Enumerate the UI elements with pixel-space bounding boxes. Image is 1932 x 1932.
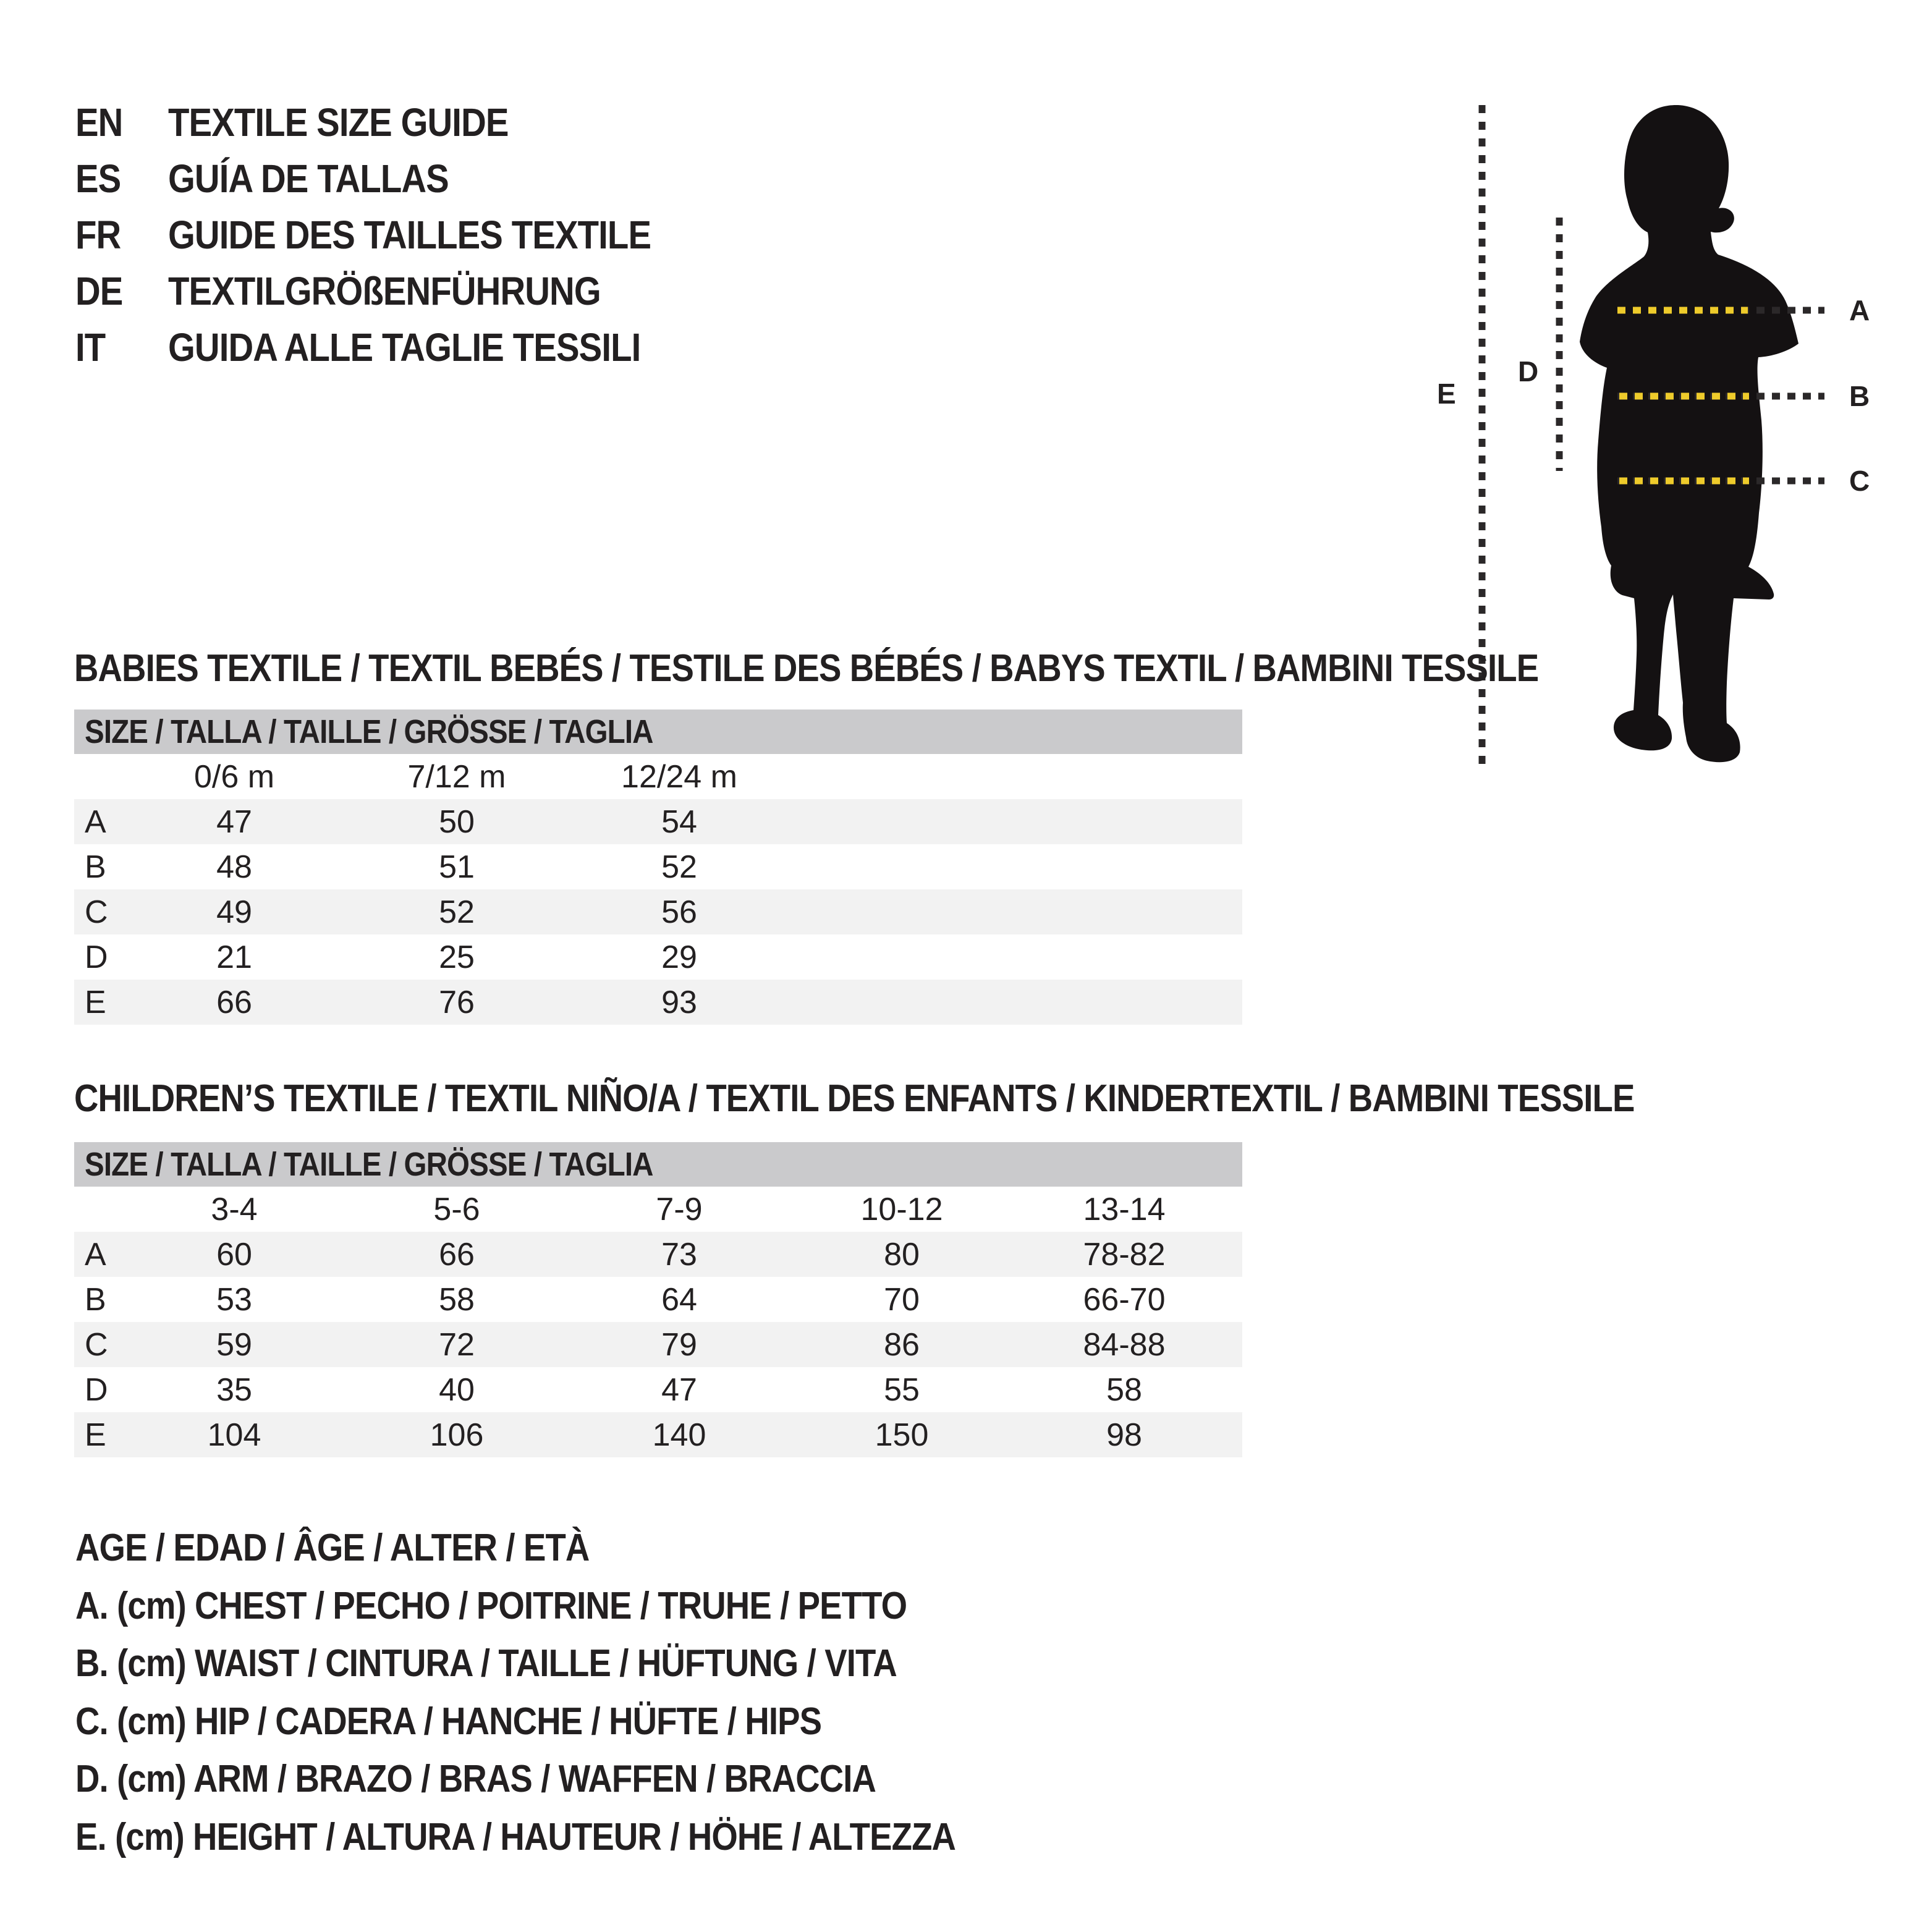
table-row [74,1232,1242,1277]
children-size-table [74,1142,1242,1457]
table-cell: 29 [661,939,697,975]
column-header: 5-6 [433,1191,480,1227]
row-label: A [85,1236,106,1273]
column-header: 7/12 m [407,758,506,795]
language-title: GUIDA ALLE TAGLIE TESSILI [168,324,641,370]
table-cell: 59 [216,1326,252,1363]
language-title: GUIDE DES TAILLES TEXTILE [168,212,651,257]
table-cell: 64 [661,1281,697,1318]
table-cell: 70 [884,1281,920,1318]
table-cell: 51 [439,849,475,885]
table-cell: 98 [1106,1417,1142,1453]
size-header-label: SIZE / TALLA / TAILLE / GRÖSSE / TAGLIA [85,713,653,750]
table-header-bar [74,710,1242,754]
table-cell: 53 [216,1281,252,1318]
table-row [74,1322,1242,1367]
table-cell: 86 [884,1326,920,1363]
figure-label-e: E [1437,378,1456,410]
figure-label-a: A [1849,294,1870,326]
measurement-figure [1409,87,1932,797]
column-header: 0/6 m [193,758,275,795]
language-code: IT [75,324,106,370]
figure-label-b: B [1849,380,1870,412]
table-cell: 60 [216,1236,252,1273]
table-cell: 55 [884,1371,920,1408]
table-cell: 40 [439,1371,475,1408]
table-cell: 50 [439,803,475,840]
row-label: C [85,1326,108,1363]
language-code: ES [75,156,121,201]
babies-section-title: BABIES TEXTILE / TEXTIL BEBÉS / TESTILE DES BÉBÉS / BABYS TEXTIL / BAMBINI TESSILE [74,647,1539,690]
column-header: 13-14 [1083,1191,1166,1227]
table-cell: 52 [661,849,697,885]
column-header: 10-12 [860,1191,943,1227]
table-cell: 93 [661,984,697,1020]
figure-label-c: C [1849,465,1870,497]
table-cell: 47 [661,1371,697,1408]
column-header-row [74,1187,1242,1232]
table-cell: 78-82 [1083,1236,1166,1273]
table-cell: 140 [652,1417,706,1453]
children-section-title: CHILDREN’S TEXTILE / TEXTIL NIÑO/A / TEXTIL DES ENFANTS / KINDERTEXTIL / BAMBINI TESSILE [74,1077,1635,1120]
size-header-label: SIZE / TALLA / TAILLE / GRÖSSE / TAGLIA [85,1146,653,1183]
table-cell: 25 [439,939,475,975]
row-label: D [85,939,108,975]
table-row [74,980,1242,1025]
row-label: B [85,849,106,885]
column-header: 7-9 [656,1191,703,1227]
child-silhouette [1580,105,1799,762]
language-title: TEXTILE SIZE GUIDE [168,100,509,145]
table-cell: 80 [884,1236,920,1273]
table-cell: 72 [439,1326,475,1363]
legend-line-chest: A. (cm) CHEST / PECHO / POITRINE / TRUHE / PETTO [75,1584,907,1627]
table-cell: 49 [216,894,252,930]
table-cell: 52 [439,894,475,930]
table-cell: 58 [439,1281,475,1318]
row-label: C [85,894,108,930]
table-cell: 35 [216,1371,252,1408]
legend-line-age: AGE / EDAD / ÂGE / ALTER / ETÀ [75,1527,590,1570]
language-code: EN [75,100,123,145]
language-row [75,263,717,319]
legend-line-height: E. (cm) HEIGHT / ALTURA / HAUTEUR / HÖHE / ALTEZZA [75,1815,956,1858]
table-cell: 66 [216,984,252,1020]
table-cell: 150 [875,1417,929,1453]
legend-line-waist: B. (cm) WAIST / CINTURA / TAILLE / HÜFTUNG / VITA [75,1642,897,1685]
table-row [74,1277,1242,1322]
language-row [75,94,717,150]
language-title: TEXTILGRÖßENFÜHRUNG [168,268,601,313]
legend-line-hip: C. (cm) HIP / CADERA / HANCHE / HÜFTE / HIPS [75,1700,822,1743]
measurement-legend [75,1519,1075,1866]
row-label: E [85,1417,106,1453]
table-cell: 76 [439,984,475,1020]
language-list [75,94,717,375]
table-cell: 84-88 [1083,1326,1166,1363]
table-row [74,1367,1242,1412]
table-row [74,844,1242,889]
row-label: A [85,803,106,840]
language-row [75,150,717,206]
legend-line-arm: D. (cm) ARM / BRAZO / BRAS / WAFFEN / BRACCIA [75,1758,876,1801]
row-label: B [85,1281,106,1318]
column-header: 12/24 m [621,758,737,795]
row-label: D [85,1371,108,1408]
language-row [75,206,717,263]
language-row [75,319,717,375]
table-header-bar [74,1142,1242,1187]
table-cell: 73 [661,1236,697,1273]
language-code: FR [75,212,121,257]
table-cell: 47 [216,803,252,840]
row-label: E [85,984,106,1020]
table-cell: 56 [661,894,697,930]
babies-size-table [74,710,1242,1025]
figure-label-d: D [1518,355,1539,388]
language-code: DE [75,268,123,313]
table-cell: 66 [439,1236,475,1273]
table-cell: 54 [661,803,697,840]
column-header: 3-4 [211,1191,258,1227]
table-row [74,799,1242,844]
table-cell: 21 [216,939,252,975]
table-cell: 58 [1106,1371,1142,1408]
table-cell: 104 [207,1417,261,1453]
table-row [74,1412,1242,1457]
child-silhouette-path [1580,105,1799,762]
table-cell: 66-70 [1083,1281,1166,1318]
table-cell: 79 [661,1326,697,1363]
table-row [74,889,1242,934]
column-header-row [74,754,1242,799]
table-row [74,934,1242,980]
table-cell: 106 [430,1417,484,1453]
language-title: GUÍA DE TALLAS [168,156,449,201]
table-cell: 48 [216,849,252,885]
